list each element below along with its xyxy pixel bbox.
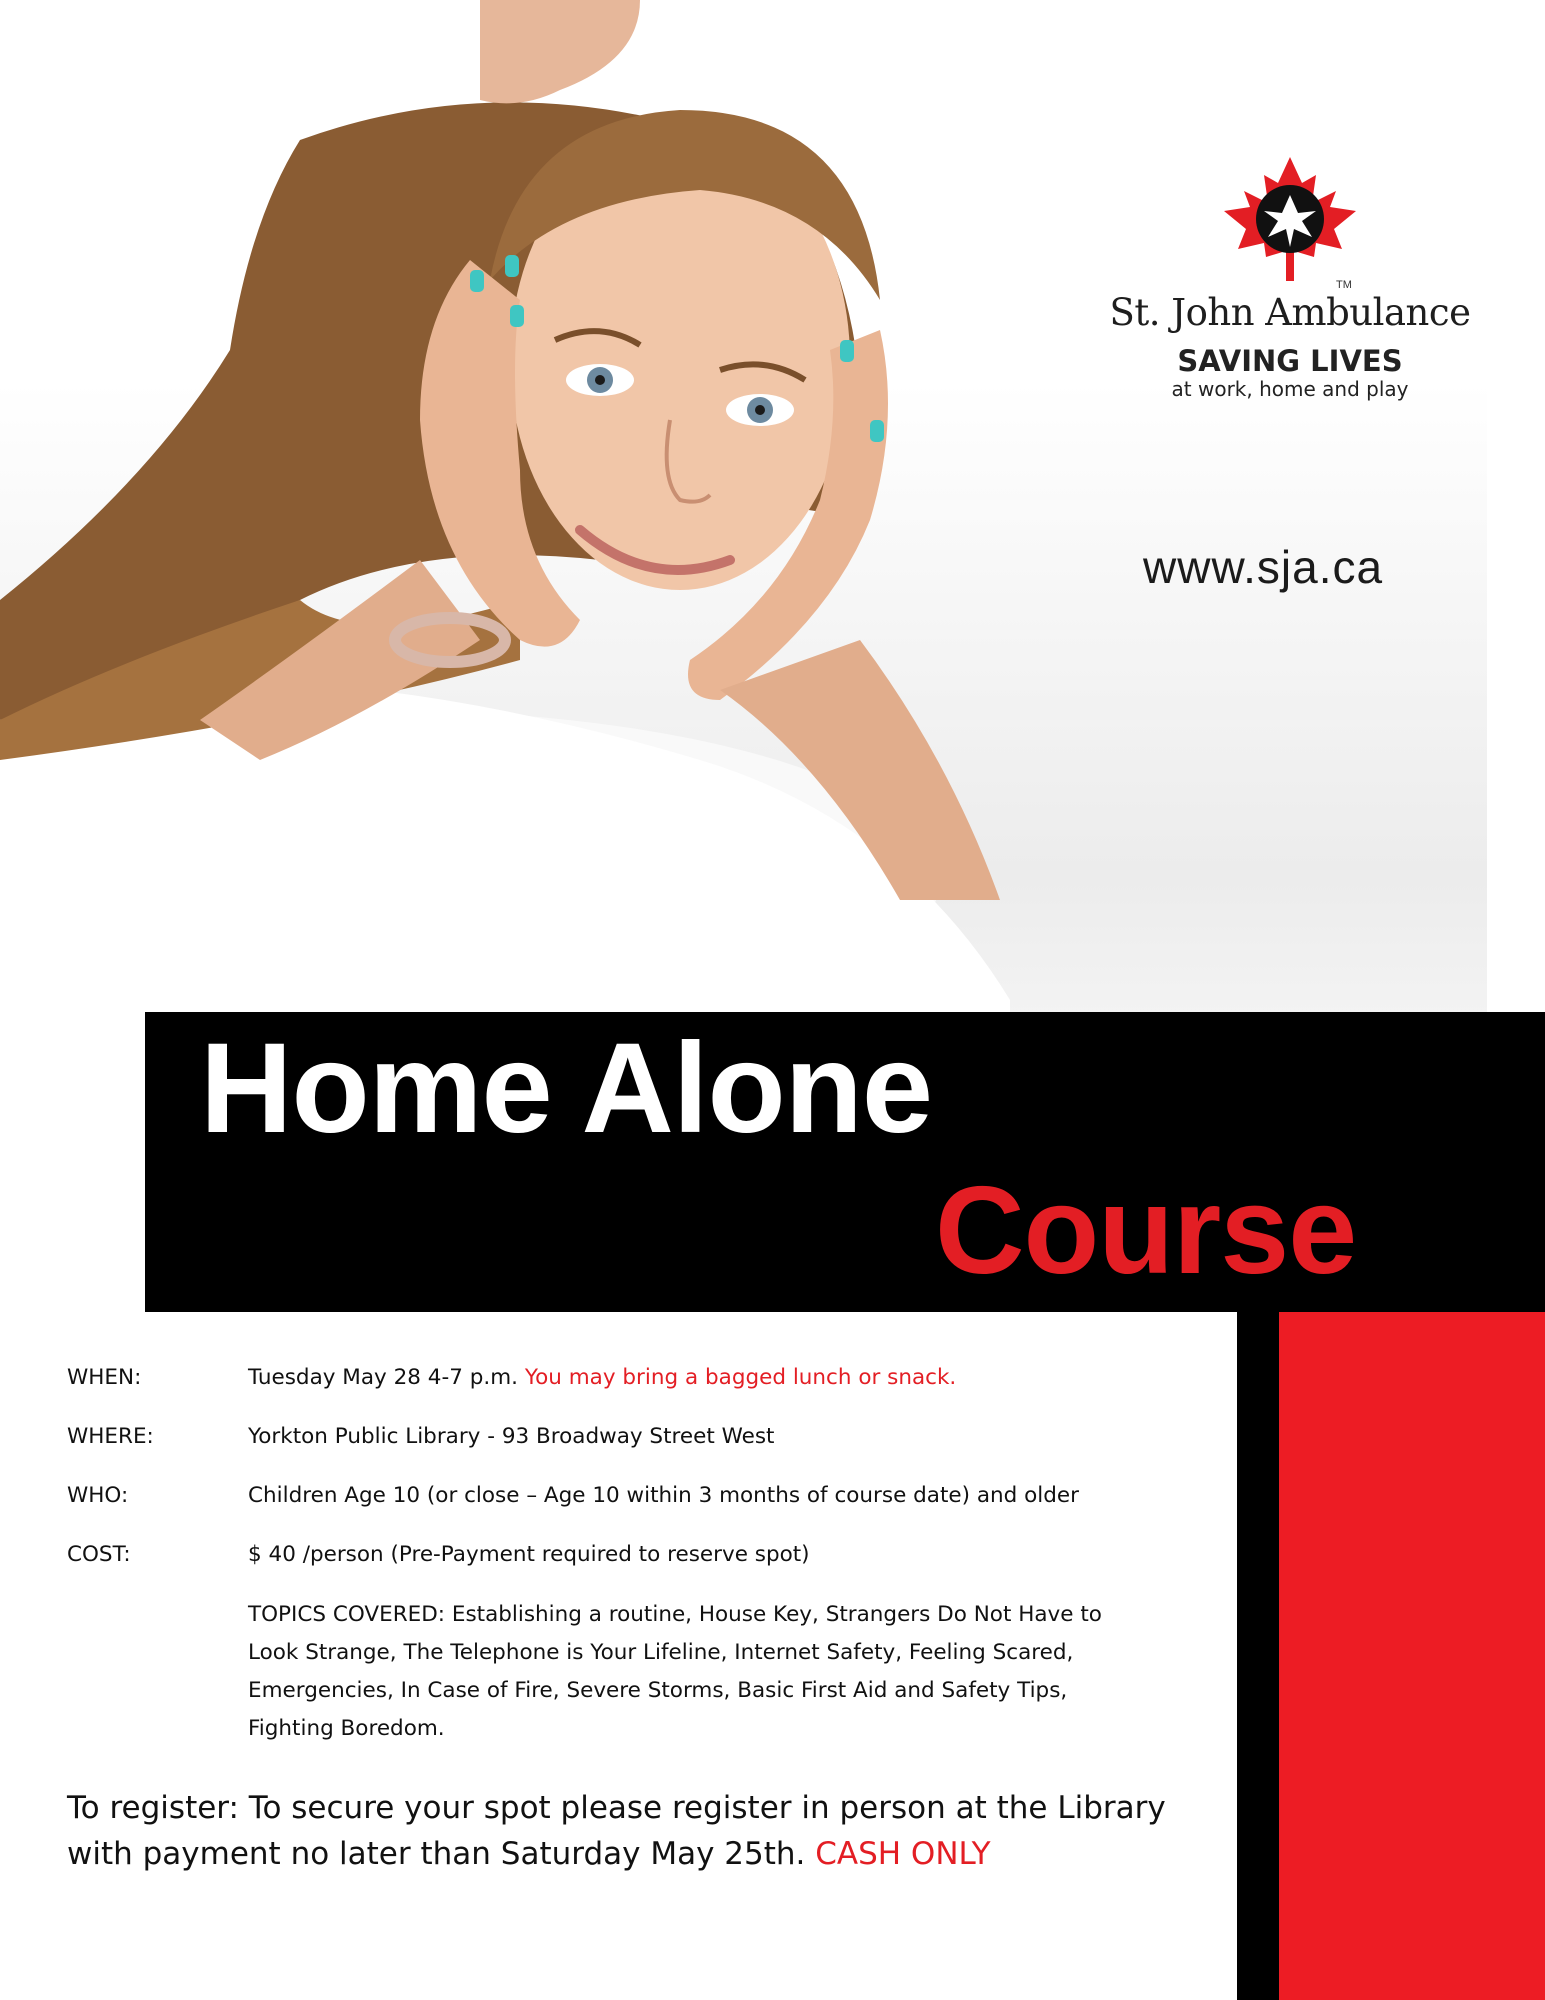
register-text: To register: To secure your spot please register in person at the Library with payment no later than Saturday May 25th. [67,1790,1166,1872]
topics-covered: TOPICS COVERED: Establishing a routine, House Key, Strangers Do Not Have to Look Strange, The Telephone is Your Lifeline, Internet Safety, Feeling Scared, Emergencies, In Case of Fire, Severe Storms, Basic First Aid and Safety Tips, Fighting Boredom. [248,1602,1102,1741]
who-value: Children Age 10 (or close – Age 10 within 3 months of course date) and older [248,1483,1079,1508]
maple-leaf-maltese-cross-icon [1220,155,1360,285]
tagline-sub: at work, home and play [1171,377,1409,401]
when-value: Tuesday May 28 4-7 p.m. [248,1365,518,1390]
register-instructions [67,1785,1217,1877]
side-bar-black [1237,1312,1279,2000]
cost-value: $ 40 /person (Pre-Payment required to reserve spot) [248,1542,810,1567]
title-home-alone: Home Alone [200,1017,932,1160]
when-value-wrap [248,1365,1217,1390]
cost-label: COST: [67,1542,131,1567]
cost-row [67,1542,1217,1567]
who-label: WHO: [67,1483,129,1508]
title-course: Course [935,1162,1357,1300]
brand-logo-block [1080,155,1500,401]
org-name: St. John Ambulance [1109,291,1471,334]
cash-only-note: CASH ONLY [815,1836,991,1872]
tagline-main: SAVING LIVES [1177,344,1403,378]
website-link[interactable]: www.sja.ca [1143,541,1384,593]
where-value: Yorkton Public Library - 93 Broadway Street West [248,1424,775,1449]
when-row [67,1365,1217,1390]
where-row [67,1424,1217,1449]
trademark-symbol: TM [1336,279,1352,291]
where-label: WHERE: [67,1424,154,1449]
who-row [67,1483,1217,1508]
side-bar-red [1279,1312,1545,2000]
course-details [67,1365,1217,1748]
when-note: You may bring a bagged lunch or snack. [524,1365,957,1390]
when-label: WHEN: [67,1365,142,1390]
